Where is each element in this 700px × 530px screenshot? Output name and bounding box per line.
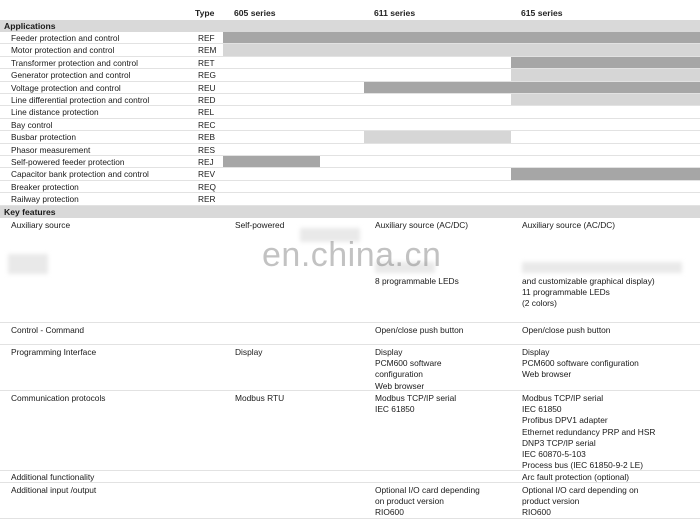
header-type: Type (195, 8, 215, 18)
application-type: REQ (198, 181, 216, 192)
feature-name: Programming Interface (11, 347, 97, 357)
availability-bar (223, 32, 700, 43)
application-row (0, 156, 700, 168)
text-line: IEC 60870-5-103 (522, 449, 586, 460)
application-type: REM (198, 45, 217, 56)
application-name: Busbar protection (11, 132, 77, 143)
application-row (0, 168, 700, 180)
application-type: REB (198, 132, 216, 143)
application-type: RER (198, 194, 216, 205)
application-name: Generator protection and control (11, 70, 131, 81)
application-type: REU (198, 82, 216, 93)
application-row (0, 69, 700, 81)
section-title: Key features (4, 207, 56, 217)
application-name: Breaker protection (11, 181, 79, 192)
text-line: product version (522, 496, 580, 507)
feature-name: Control - Command (11, 325, 85, 335)
application-type: RES (198, 144, 216, 155)
text-line: 11 programmable LEDs (522, 287, 610, 298)
text-line: Process bus (IEC 61850-9-2 LE) (522, 460, 644, 471)
header-605: 605 series (234, 8, 276, 18)
text-line: Modbus TCP/IP serial (375, 393, 457, 403)
application-name: Self-powered feeder protection (11, 157, 125, 167)
feature-name: Additional functionality (11, 472, 95, 482)
feature-name: Additional input /output (11, 485, 97, 495)
application-name: Phasor measurement (11, 144, 91, 155)
text-line: Optional I/O card depending on (522, 485, 639, 495)
application-row (0, 82, 700, 94)
value-611-leds: 8 programmable LEDs (375, 276, 459, 286)
value-615-display (522, 276, 655, 310)
feature-programming (0, 345, 700, 391)
application-name: Bay control (11, 119, 53, 130)
blurred-text (522, 262, 682, 273)
application-type: RED (198, 95, 216, 105)
text-line: configuration (375, 369, 423, 380)
feature-additional-io (0, 483, 700, 519)
text-line: PCM600 software configuration (522, 358, 639, 369)
text-line: (2 colors) (522, 298, 557, 309)
value-615: Arc fault protection (optional) (522, 472, 630, 482)
text-line: Web browser (375, 380, 425, 391)
value-615: Auxiliary source (AC/DC) (522, 220, 616, 230)
application-row (0, 144, 700, 156)
availability-bar (223, 156, 320, 167)
application-name: Voltage protection and control (11, 82, 121, 93)
value-605: Self-powered (235, 220, 285, 230)
value-615: Open/close push button (522, 325, 611, 335)
application-name: Line differential protection and control (11, 95, 150, 105)
availability-bar (223, 44, 700, 55)
feature-additional-functionality (0, 471, 700, 483)
feature-communication (0, 391, 700, 471)
value-611 (375, 485, 480, 519)
text-line: Ethernet redundancy PRP and HSR (522, 426, 656, 437)
text-line: Display (522, 347, 550, 357)
value-611: Open/close push button (375, 325, 464, 335)
section-applications (0, 20, 700, 32)
application-row (0, 32, 700, 44)
text-line: and customizable graphical display) (522, 276, 655, 286)
availability-bar (511, 69, 700, 80)
availability-bar (364, 131, 511, 142)
application-name: Capacitor bank protection and control (11, 169, 149, 180)
header-611: 611 series (374, 8, 416, 18)
application-type: REF (198, 33, 215, 43)
text-line: Modbus TCP/IP serial (522, 393, 604, 403)
application-row (0, 94, 700, 106)
value-611: Auxiliary source (AC/DC) (375, 220, 469, 230)
feature-control (0, 323, 700, 345)
blurred-label (8, 254, 48, 274)
text-line: Web browser (522, 369, 572, 380)
application-row (0, 57, 700, 69)
application-name: Feeder protection and control (11, 33, 120, 43)
value-615 (522, 393, 655, 471)
section-title: Applications (4, 21, 56, 31)
feature-name: Communication protocols (11, 393, 106, 403)
application-type: REC (198, 119, 216, 130)
application-row (0, 181, 700, 193)
application-type: REJ (198, 157, 214, 167)
value-605: Modbus RTU (235, 393, 285, 403)
text-line: IEC 61850 (522, 404, 562, 415)
application-row (0, 44, 700, 56)
text-line: DNP3 TCP/IP serial (522, 437, 596, 448)
header-615: 615 series (521, 8, 563, 18)
application-row (0, 193, 700, 205)
availability-bar (511, 57, 700, 68)
application-type: RET (198, 57, 215, 68)
application-row (0, 106, 700, 118)
text-line: RIO600 (522, 507, 551, 518)
value-605: Display (235, 347, 263, 357)
application-type: REL (198, 107, 215, 118)
section-key-features (0, 206, 700, 218)
text-line: IEC 61850 (375, 404, 415, 415)
application-type: REG (198, 70, 216, 81)
text-line: on product version (375, 496, 444, 507)
application-row (0, 131, 700, 143)
availability-bar (511, 94, 700, 105)
text-line: RIO600 (375, 507, 404, 518)
application-name: Transformer protection and control (11, 57, 138, 68)
application-name: Motor protection and control (11, 45, 115, 56)
application-name: Railway protection (11, 194, 79, 205)
availability-bar (364, 82, 700, 93)
feature-name: Auxiliary source (11, 220, 71, 230)
text-line: Optional I/O card depending (375, 485, 480, 495)
table-header (0, 0, 700, 20)
application-row (0, 119, 700, 131)
value-611 (375, 393, 456, 415)
value-615 (522, 485, 638, 519)
text-line: Profibus DPV1 adapter (522, 415, 608, 426)
value-611 (375, 347, 442, 392)
application-name: Line distance protection (11, 107, 99, 118)
application-type: REV (198, 169, 216, 180)
availability-bar (511, 168, 700, 179)
watermark: en.china.cn (262, 236, 442, 274)
text-line: PCM600 software (375, 358, 442, 369)
text-line: Display (375, 347, 403, 357)
value-615 (522, 347, 639, 381)
